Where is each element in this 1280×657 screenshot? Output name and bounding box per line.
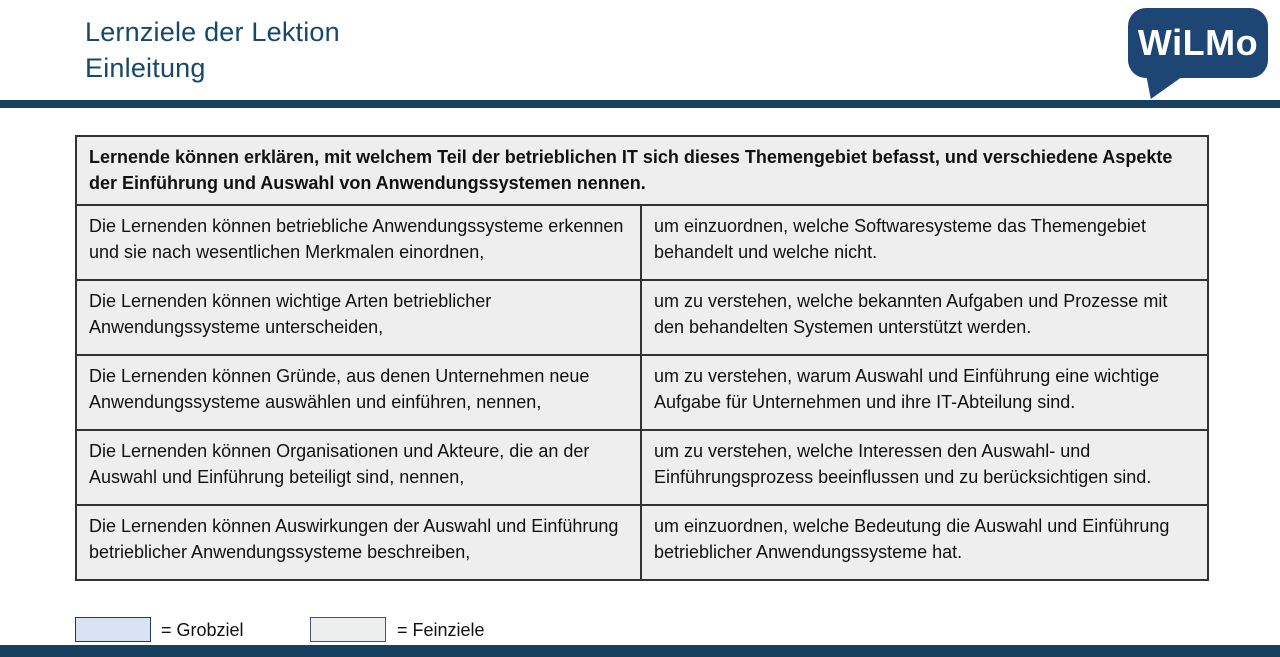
logo-text: WiLMo <box>1137 22 1259 63</box>
feinziel-cell-left: Die Lernenden können Organisationen und Akteure, die an der Auswahl und Einführung beteiligt sind, nennen, <box>76 430 641 505</box>
feinziel-cell-left: Die Lernenden können Gründe, aus denen Unternehmen neue Anwendungssysteme auswählen und einführen, nennen, <box>76 355 641 430</box>
header-divider-bar <box>0 100 1280 108</box>
feinziele-color-swatch <box>310 617 386 642</box>
logo-speech-bubble-tail <box>1146 74 1186 99</box>
legend <box>75 616 675 646</box>
wilmo-logo <box>1128 8 1268 78</box>
table-row <box>76 505 1208 580</box>
table-row <box>76 280 1208 355</box>
grobziel-header-cell: Lernende können erklären, mit welchem Teil der betrieblichen IT sich dieses Themengebiet befasst, und verschiedene Aspekte der Einführung und Auswahl von Anwendungssystemen nennen. <box>76 136 1208 205</box>
feinziel-cell-left: Die Lernenden können wichtige Arten betrieblicher Anwendungssysteme unterscheiden, <box>76 280 641 355</box>
feinziele-label: = Feinziele <box>397 620 485 640</box>
title-line-2: Einleitung <box>85 53 206 83</box>
page-title <box>85 14 340 86</box>
feinziel-cell-right: um zu verstehen, warum Auswahl und Einführung eine wichtige Aufgabe für Unternehmen und ihre IT-Abteilung sind. <box>641 355 1208 430</box>
feinziel-cell-right: um zu verstehen, welche bekannten Aufgaben und Prozesse mit den behandelten Systemen unterstützt werden. <box>641 280 1208 355</box>
footer-bar <box>0 645 1280 657</box>
table-row <box>76 205 1208 280</box>
title-line-1: Lernziele der Lektion <box>85 17 340 47</box>
feinziel-cell-right: um einzuordnen, welche Softwaresysteme das Themengebiet behandelt und welche nicht. <box>641 205 1208 280</box>
feinziel-cell-right: um einzuordnen, welche Bedeutung die Auswahl und Einführung betrieblicher Anwendungssysteme hat. <box>641 505 1208 580</box>
table-row <box>76 355 1208 430</box>
grobziel-color-swatch <box>75 617 151 642</box>
feinziel-cell-left: Die Lernenden können betriebliche Anwendungssysteme erkennen und sie nach wesentlichen Merkmalen einordnen, <box>76 205 641 280</box>
feinziel-cell-right: um zu verstehen, welche Interessen den Auswahl- und Einführungsprozess beeinflussen und zu berücksichtigen sind. <box>641 430 1208 505</box>
table-row-grobziel <box>76 136 1208 205</box>
table-row <box>76 430 1208 505</box>
grobziel-label: = Grobziel <box>161 620 244 640</box>
learning-goals-table <box>75 135 1209 581</box>
feinziel-cell-left: Die Lernenden können Auswirkungen der Auswahl und Einführung betrieblicher Anwendungssysteme beschreiben, <box>76 505 641 580</box>
